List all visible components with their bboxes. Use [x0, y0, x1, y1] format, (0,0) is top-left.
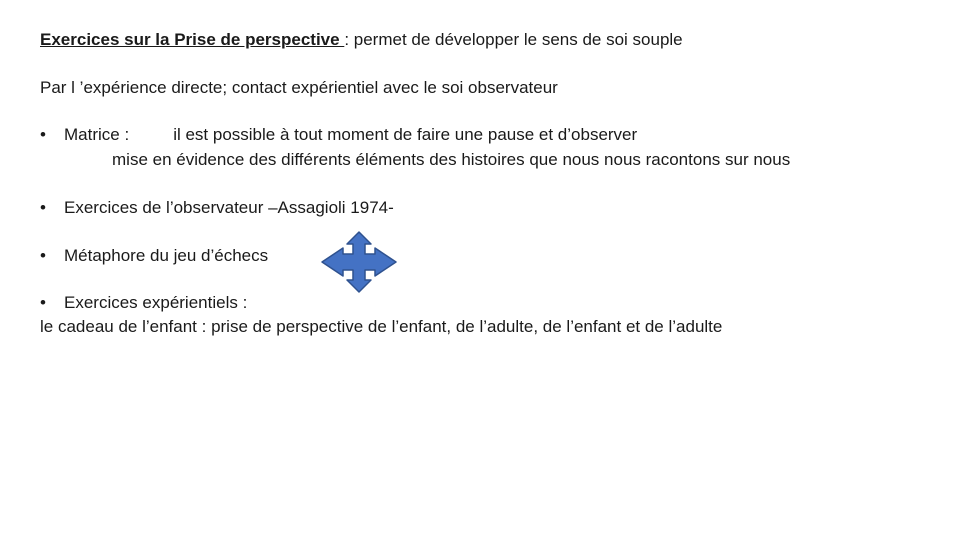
four-way-arrow-shape: [322, 232, 396, 292]
title-rest-part: : permet de développer le sens de soi souple: [344, 30, 683, 49]
matrice-continuation: mise en évidence des différents éléments des histoires que nous nous racontons sur nous: [112, 150, 791, 169]
title-bold-part: Exercices sur la Prise de perspective: [40, 30, 345, 49]
experientiels-label: Exercices expérientiels :: [64, 293, 248, 312]
experientiels-continuation: le cadeau de l’enfant : prise de perspective de l’enfant, de l’adulte, de l’enfant et de l’adulte: [40, 317, 723, 336]
bullet-symbol: •: [40, 125, 46, 144]
matrice-label: Matrice :: [64, 125, 130, 144]
bullet-symbol: •: [40, 293, 46, 312]
bullet-echecs: [40, 246, 268, 266]
bullet-experientiels: [40, 293, 247, 313]
slide-title: [40, 30, 683, 50]
intro-line: Par l ’expérience directe; contact expérientiel avec le soi observateur: [40, 78, 558, 97]
echecs-label: Métaphore du jeu d’échecs: [64, 246, 269, 265]
bullet-matrice: [40, 125, 637, 145]
observateur-label: Exercices de l’observateur –Assagioli 1974-: [64, 198, 394, 217]
bullet-observateur: [40, 198, 394, 218]
bullet-symbol: •: [40, 198, 46, 217]
four-way-arrow-icon: [320, 230, 398, 294]
bullet-symbol: •: [40, 246, 46, 265]
matrice-text: il est possible à tout moment de faire une pause et d’observer: [173, 125, 638, 144]
